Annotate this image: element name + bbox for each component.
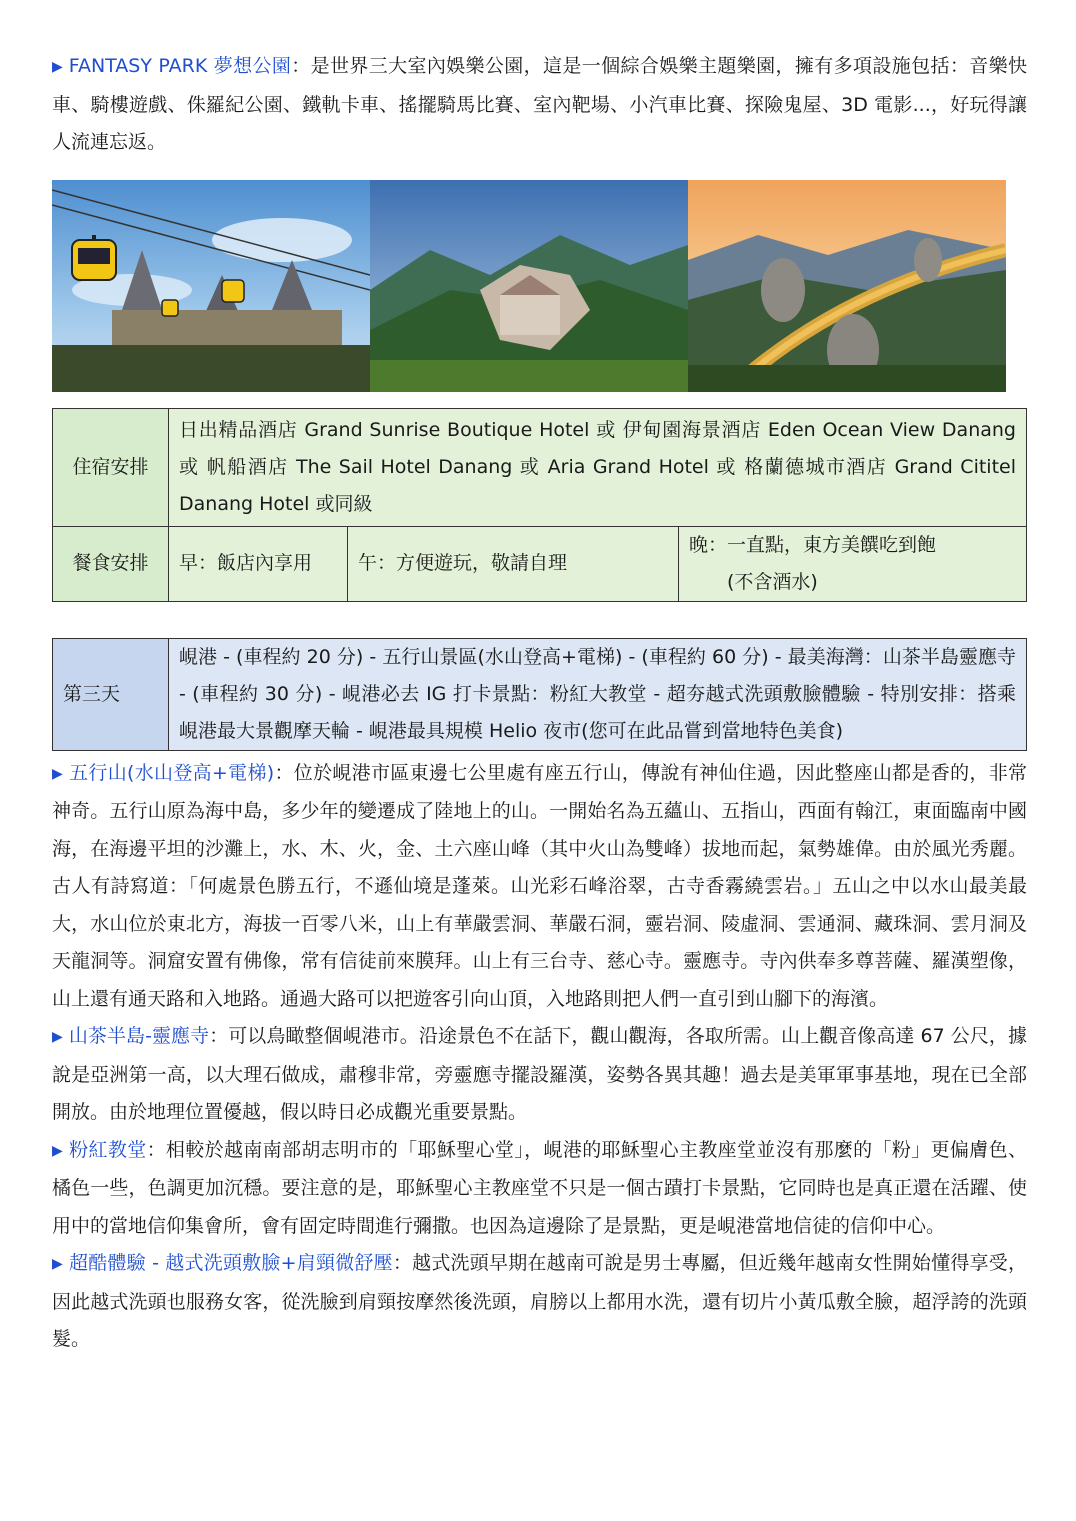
lodging-text: 日出精品酒店 Grand Sunrise Boutique Hotel 或 伊甸園海景酒店 Eden Ocean View Danang 或 帆船酒店 The Sail Hotel Danang 或 Aria Grand Hotel 或 格蘭德城市酒店 Grand Cititel Danang Hotel 或同級 bbox=[169, 408, 1027, 526]
section-text: ：可以鳥瞰整個峴港市。沿途景色不在話下，觀山觀海，各取所需。山上觀音像高達 67 公尺，據說是亞洲第一高，以大理石做成，肅穆非常，旁靈應寺擺設羅漢，姿勢各異其趣！過去是美軍軍事基地，現在已全部開放。由於地理位置優越，假以時日必成觀光重要景點。 bbox=[52, 1025, 1027, 1123]
section-text: ：位於峴港市區東邊七公里處有座五行山，傳說有神仙住過，因此整座山都是香的，非常神奇。五行山原為海中島，多少年的變遷成了陸地上的山。一開始名為五蘊山、五指山，西面有翰江，東面臨南中國海，在海邊平坦的沙灘上，水、木、火，金、土六座山峰（其中火山為雙峰）拔地而起，氣勢雄偉。由於風光秀麗。古人有詩寫道：「何處景色勝五行，不遜仙境是蓬萊。山光彩石峰浴翠，古寺香霧繞雲岩。」五山之中以水山最美最大，水山位於東北方，海拔一百零八米，山上有華嚴雲洞、華嚴石洞，靈岩洞、陵虛洞、雲通洞、藏珠洞、雲月洞及天龍洞等。洞窟安置有佛像，常有信徒前來膜拜。山上有三台寺、慈心寺。靈應寺。寺內供奉多尊菩薩、羅漢塑像，山上還有通天路和入地路。通過大路可以把遊客引向山頂，入地路則把人們一直引到山腳下的海濱。 bbox=[52, 761, 1027, 1010]
section-title: 五行山(水山登高+電梯) bbox=[68, 761, 275, 784]
section-pink-church bbox=[52, 1132, 1027, 1246]
triangle-bullet-icon: ▶ bbox=[52, 1142, 63, 1159]
meals-lunch: 午：方便遊玩，敬請自理 bbox=[348, 526, 679, 601]
section-text: ：相較於越南南部胡志明市的「耶穌聖心堂」，峴港的耶穌聖心主教座堂並沒有那麼的「粉」更偏膚色、橘色一些，色調更加沉穩。要注意的是，耶穌聖心主教座堂不只是一個古蹟打卡景點，它同時也是真正還在活躍、使用中的當地信仰集會所，會有固定時間進行彌撒。也因為這邊除了是景點，更是峴港當地信徒的信仰中心。 bbox=[52, 1138, 1027, 1237]
golden-bridge-photo bbox=[688, 180, 1006, 392]
day3-itinerary: 峴港 - (車程約 20 分) - 五行山景區(水山登高+電梯) - (車程約 60 分) - 最美海灣：山茶半島靈應寺 - (車程約 30 分) - 峴港必去 IG 打卡景點：粉紅大教堂 - 超夯越式洗頭敷臉體驗 - 特別安排：搭乘峴港最大景觀摩天輪 - 峴港最具規模 Helio 夜市(您可在此品嘗到當地特色美食) bbox=[169, 638, 1027, 750]
section-text: ：越式洗頭早期在越南可說是男士專屬，但近幾年越南女性開始懂得享受，因此越式洗頭也服務女客，從洗臉到肩頸按摩然後洗頭，肩膀以上都用水洗，還有切片小黃瓜敷全臉，超浮誇的洗頭髮。 bbox=[52, 1252, 1027, 1350]
section-hair-wash bbox=[52, 1245, 1027, 1359]
intro-text: ：是世界三大室內娛樂公園，這是一個綜合娛樂主題樂園，擁有多項設施包括：音樂快車、騎樓遊戲、侏羅紀公園、鐵軌卡車、搖擺騎馬比賽、室內靶場、小汽車比賽、探險鬼屋、3D 電影...，好玩得讓人流連忘返。 bbox=[52, 55, 1027, 153]
meals-label: 餐食安排 bbox=[53, 526, 169, 601]
meals-dinner bbox=[679, 526, 1027, 601]
meals-dinner-line2: (不含酒水) bbox=[727, 570, 818, 593]
triangle-bullet-icon: ▶ bbox=[52, 1029, 63, 1045]
section-sontra bbox=[52, 1018, 1027, 1132]
photo-strip bbox=[52, 180, 1006, 392]
section-wuxing bbox=[52, 755, 1027, 1019]
mountain-village-photo bbox=[370, 180, 688, 392]
triangle-bullet-icon: ▶ bbox=[52, 765, 63, 782]
lodging-label: 住宿安排 bbox=[53, 408, 169, 526]
lodging-meals-table bbox=[52, 408, 1027, 602]
section-title: 山茶半島-靈應寺 bbox=[68, 1025, 210, 1047]
meals-dinner-line1: 晚：一直點，東方美饌吃到飽 bbox=[689, 533, 937, 556]
triangle-bullet-icon: ▶ bbox=[52, 59, 63, 75]
triangle-bullet-icon: ▶ bbox=[52, 1256, 63, 1272]
intro-paragraph bbox=[52, 48, 1027, 162]
day3-label: 第三天 bbox=[53, 638, 169, 750]
intro-title: FANTASY PARK 夢想公園 bbox=[68, 55, 292, 77]
section-title: 超酷體驗 - 越式洗頭敷臉+肩頸微舒壓 bbox=[68, 1252, 393, 1274]
meals-breakfast: 早：飯店內享用 bbox=[169, 526, 348, 601]
day3-table bbox=[52, 638, 1027, 751]
section-title: 粉紅教堂 bbox=[68, 1138, 147, 1161]
cable-car-castle-photo bbox=[52, 180, 370, 392]
document-page bbox=[52, 48, 1027, 1359]
